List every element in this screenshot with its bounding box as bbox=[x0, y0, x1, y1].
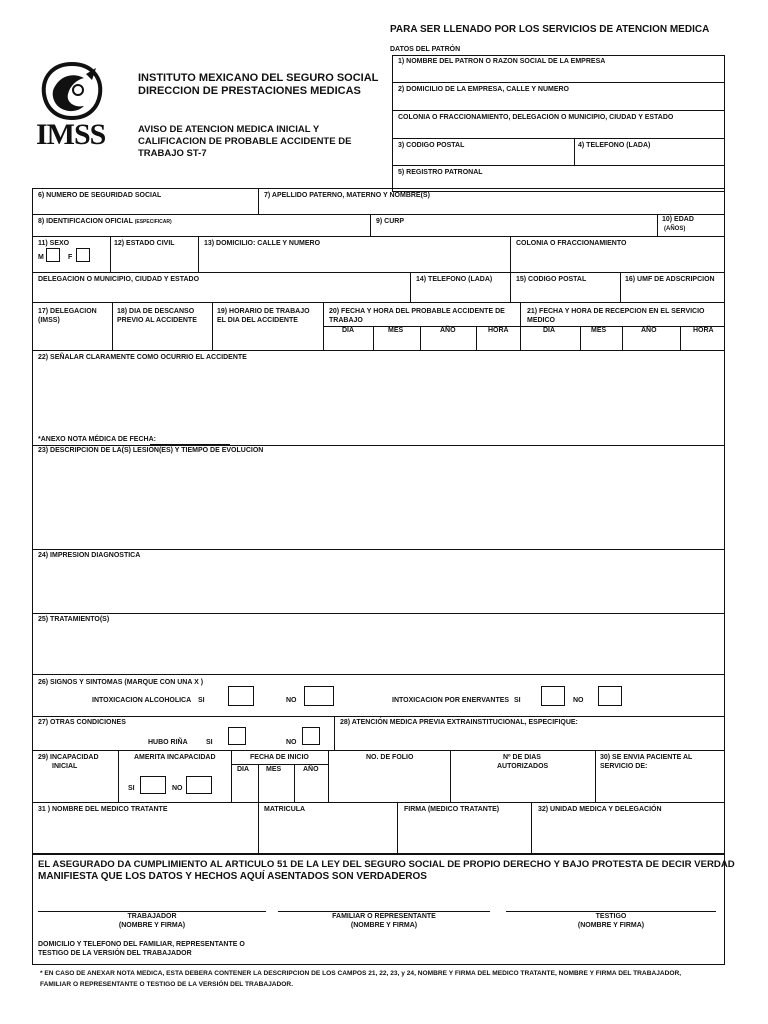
worker-signature-title: TRABAJADOR bbox=[127, 913, 177, 920]
imss-eagle-emblem-icon bbox=[36, 60, 108, 122]
injury-description-field[interactable]: 23) DESCRIPCION DE LA(S) LESION(ES) Y TIEMPO DE EVOLUCION bbox=[38, 447, 264, 454]
alcohol-no-checkbox[interactable] bbox=[304, 686, 334, 706]
accident-description-field[interactable]: 22) SEÑALAR CLARAMENTE COMO OCURRIO EL ACCIDENTE bbox=[38, 354, 247, 361]
medical-unit-field[interactable]: 32) UNIDAD MEDICA Y DELEGACIÓN bbox=[538, 806, 662, 813]
reception-datetime-label: 21) FECHA Y HORA DE RECEPCION EN EL SERVICIO bbox=[527, 308, 705, 315]
accident-hour-col[interactable]: HORA bbox=[488, 327, 509, 334]
witness-address-sub[interactable]: TESTIGO DE LA VERSIÓN DEL TRABAJADOR bbox=[38, 950, 192, 957]
accident-day-col[interactable]: DIA bbox=[342, 327, 355, 334]
fight-no-checkbox[interactable] bbox=[302, 727, 320, 745]
initial-incapacity-label: 29) INCAPACIDAD bbox=[38, 754, 99, 761]
aviso-title-line1: AVISO DE ATENCION MEDICA INICIAL Y bbox=[138, 124, 320, 135]
worker-colonia-field[interactable]: COLONIA O FRACCIONAMIENTO bbox=[516, 240, 627, 247]
alcohol-si-label: SI bbox=[198, 697, 205, 704]
employer-phone-field[interactable]: 4) TELEFONO (LADA) bbox=[578, 142, 651, 149]
employer-address-field[interactable]: 2) DOMICILIO DE LA EMPRESA, CALLE Y NUMERO bbox=[398, 86, 569, 93]
incapacity-si-checkbox[interactable] bbox=[140, 776, 166, 794]
annex-medical-note-label: *ANEXO NOTA MÉDICA DE FECHA: bbox=[38, 436, 156, 443]
drug-no-checkbox[interactable] bbox=[598, 686, 622, 706]
footer-note-line1: * EN CASO DE ANEXAR NOTA MEDICA, ESTA DEBERA CONTENER LA DESCRIPCION DE LOS CAMPOS 21, 22, 23, y 24, NOMBRE Y FIRMA DEL MEDICO TRATANTE, NOMBRE Y FIRMA DEL TRABAJADOR, bbox=[40, 970, 682, 977]
work-schedule-label: 19) HORARIO DE TRABAJO bbox=[217, 308, 310, 315]
aviso-title-line2: CALIFICACION DE PROBABLE ACCIDENTE DE bbox=[138, 136, 352, 147]
age-unit: (AÑOS) bbox=[664, 226, 686, 232]
accident-datetime-sub: TRABAJO bbox=[329, 317, 363, 324]
initial-incapacity-sub: INICIAL bbox=[52, 763, 78, 770]
start-year-col[interactable]: AÑO bbox=[303, 766, 319, 773]
sex-label: 11) SEXO bbox=[38, 240, 70, 247]
relative-signature-title: FAMILIAR O REPRESENTANTE bbox=[332, 913, 436, 920]
full-name-field[interactable]: 7) APELLIDO PATERNO, MATERNO Y NOMBRE(S) bbox=[264, 192, 430, 199]
relative-signature[interactable] bbox=[278, 912, 490, 930]
reception-hour-col[interactable]: HORA bbox=[693, 327, 714, 334]
drug-si-label: SI bbox=[514, 697, 521, 704]
witness-signature[interactable] bbox=[506, 912, 716, 930]
start-date-label: FECHA DE INICIO bbox=[250, 754, 309, 761]
witness-address-label: DOMICILIO Y TELEFONO DEL FAMILIAR, REPRESENTANTE O bbox=[38, 941, 245, 948]
doctor-id-field[interactable]: MATRICULA bbox=[264, 806, 306, 813]
start-day-col[interactable]: DIA bbox=[237, 766, 250, 773]
official-id-label: 8) IDENTIFICACION OFICIAL bbox=[38, 218, 133, 225]
fight-label: HUBO RIÑA bbox=[148, 739, 188, 746]
doctor-signature-field[interactable]: FIRMA (MEDICO TRATANTE) bbox=[404, 806, 500, 813]
sex-m-label: M bbox=[38, 254, 44, 261]
employer-postal-code-field[interactable]: 3) CODIGO POSTAL bbox=[398, 142, 465, 149]
drug-intox-label: INTOXICACION POR ENERVANTES bbox=[392, 697, 510, 704]
reception-day-col[interactable]: DIA bbox=[543, 327, 556, 334]
accident-datetime-label: 20) FECHA Y HORA DEL PROBABLE ACCIDENTE DE bbox=[329, 308, 505, 315]
treatment-field[interactable]: 25) TRATAMIENTO(S) bbox=[38, 616, 110, 623]
worker-signature-sub: (NOMBRE Y FIRMA) bbox=[118, 922, 186, 929]
worker-address-field[interactable]: 13) DOMICILIO: CALLE Y NUMERO bbox=[204, 240, 321, 247]
worker-signature[interactable] bbox=[38, 912, 266, 930]
reception-month-col[interactable]: MES bbox=[591, 327, 607, 334]
incapacity-no-checkbox[interactable] bbox=[186, 776, 212, 794]
start-month-col[interactable]: MES bbox=[266, 766, 282, 773]
worker-phone-field[interactable]: 14) TELEFONO (LADA) bbox=[416, 276, 493, 283]
referral-service-field[interactable]: SERVICIO DE: bbox=[600, 763, 648, 770]
aviso-title-line3: TRABAJO ST-7 bbox=[138, 148, 207, 159]
referral-service-label: 30) SE ENVIA PACIENTE AL bbox=[600, 754, 693, 761]
fight-si-checkbox[interactable] bbox=[228, 727, 246, 745]
alcohol-no-label: NO bbox=[286, 697, 297, 704]
alcohol-si-checkbox[interactable] bbox=[228, 686, 254, 706]
imss-logo bbox=[36, 60, 108, 155]
folio-number-field[interactable]: NO. DE FOLIO bbox=[366, 754, 414, 761]
rest-day-label: 18) DIA DE DESCANSO bbox=[117, 308, 195, 315]
witness-signature-title: TESTIGO bbox=[595, 913, 627, 920]
official-id-field[interactable] bbox=[38, 218, 172, 226]
delegation-imss-label: 17) DELEGACION bbox=[38, 308, 97, 315]
witness-signature-sub: (NOMBRE Y FIRMA) bbox=[577, 922, 645, 929]
accident-year-col[interactable]: AÑO bbox=[440, 327, 456, 334]
warrants-incapacity-label: AMERITA INCAPACIDAD bbox=[134, 754, 216, 761]
relative-signature-sub: (NOMBRE Y FIRMA) bbox=[350, 922, 418, 929]
delegation-imss-sub: (IMSS) bbox=[38, 317, 60, 324]
diagnostic-impression-field[interactable]: 24) IMPRESION DIAGNOSTICA bbox=[38, 552, 141, 559]
accident-month-col[interactable]: MES bbox=[388, 327, 404, 334]
declaration-line2: MANIFIESTA QUE LOS DATOS Y HECHOS AQUÍ ASENTADOS SON VERDADEROS bbox=[38, 871, 427, 882]
employer-registry-field[interactable]: 5) REGISTRO PATRONAL bbox=[398, 169, 483, 176]
marital-status-field[interactable]: 12) ESTADO CIVIL bbox=[114, 240, 175, 247]
employer-name-field[interactable]: 1) NOMBRE DEL PATRON O RAZON SOCIAL DE LA EMPRESA bbox=[398, 58, 606, 65]
drug-si-checkbox[interactable] bbox=[541, 686, 565, 706]
institute-name: INSTITUTO MEXICANO DEL SEGURO SOCIAL bbox=[138, 72, 379, 84]
official-id-note: (ESPECIFICAR) bbox=[134, 219, 172, 225]
work-schedule-sub: EL DIA DEL ACCIDENTE bbox=[217, 317, 298, 324]
signs-symptoms-label: 26) SIGNOS Y SINTOMAS (MARQUE CON UNA X ) bbox=[38, 679, 204, 686]
footer-note-line2: FAMILIAR O REPRESENTANTE O TESTIGO DE LA VERSIÓN DEL TRABAJADOR. bbox=[40, 981, 294, 988]
reception-datetime-sub: MEDICO bbox=[527, 317, 555, 324]
age-field[interactable]: 10) EDAD bbox=[662, 216, 694, 223]
datos-patron-label: DATOS DEL PATRÓN bbox=[390, 46, 461, 53]
sex-f-label: F bbox=[68, 254, 73, 261]
employer-colonia-field[interactable]: COLONIA O FRACCIONAMIENTO, DELEGACION O MUNICIPIO, CIUDAD Y ESTADO bbox=[398, 114, 674, 121]
institute-direction: DIRECCION DE PRESTACIONES MEDICAS bbox=[138, 85, 361, 97]
form-top-title: PARA SER LLENADO POR LOS SERVICIOS DE ATENCION MEDICA bbox=[390, 24, 710, 35]
fight-no-label: NO bbox=[286, 739, 297, 746]
incapacity-no-label: NO bbox=[172, 785, 183, 792]
declaration-line1: EL ASEGURADO DA CUMPLIMIENTO AL ARTICULO 51 DE LA LEY DEL SEGURO SOCIAL DE PROPIO DERECHO Y BAJO PROTESTA DE DECIR VERDAD bbox=[38, 859, 735, 870]
authorized-days-label: Nº DE DIAS bbox=[503, 754, 541, 761]
sex-m-checkbox[interactable] bbox=[46, 248, 60, 262]
other-conditions-label: 27) OTRAS CONDICIONES bbox=[38, 719, 126, 726]
umf-field[interactable]: 16) UMF DE ADSCRIPCION bbox=[625, 276, 715, 283]
curp-field[interactable]: 9) CURP bbox=[376, 218, 405, 225]
drug-no-label: NO bbox=[573, 697, 584, 704]
worker-postal-code-field[interactable]: 15) CODIGO POSTAL bbox=[516, 276, 587, 283]
rest-day-sub: PREVIO AL ACCIDENTE bbox=[117, 317, 197, 324]
incapacity-si-label: SI bbox=[128, 785, 135, 792]
sex-f-checkbox[interactable] bbox=[76, 248, 90, 262]
alcohol-intox-label: INTOXICACION ALCOHOLICA bbox=[92, 697, 192, 704]
authorized-days-sub[interactable]: AUTORIZADOS bbox=[497, 763, 549, 770]
reception-year-col[interactable]: AÑO bbox=[641, 327, 657, 334]
social-security-number-field[interactable]: 6) NUMERO DE SEGURIDAD SOCIAL bbox=[38, 192, 162, 199]
worker-delegation-field[interactable]: DELEGACION O MUNICIPIO, CIUDAD Y ESTADO bbox=[38, 276, 200, 283]
prior-external-care-field[interactable]: 28) ATENCIÓN MEDICA PREVIA EXTRAINSTITUCIONAL, ESPECIFIQUE: bbox=[340, 719, 578, 726]
logo-imss-text: IMSS bbox=[36, 118, 106, 151]
treating-doctor-field[interactable]: 31 ) NOMBRE DEL MEDICO TRATANTE bbox=[38, 806, 168, 813]
fight-si-label: SI bbox=[206, 739, 213, 746]
